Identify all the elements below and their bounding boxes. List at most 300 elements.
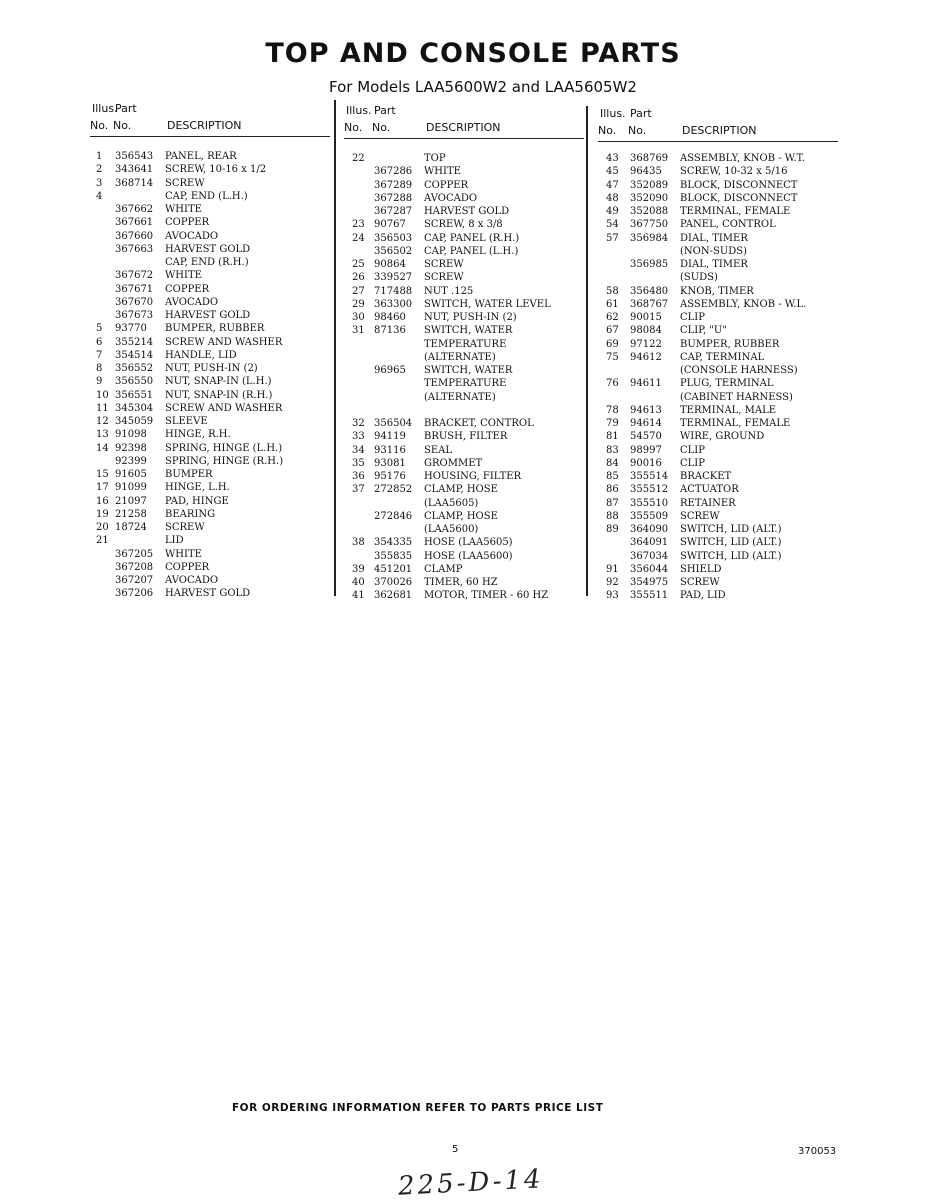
parts-column-1 [90, 102, 330, 601]
illus-number: 5 [96, 323, 103, 335]
table-row [598, 589, 838, 602]
table-row [90, 349, 330, 362]
part-description: PLUG, TERMINAL [680, 378, 774, 390]
table-row [344, 324, 584, 337]
part-description: GROMMET [424, 457, 483, 469]
part-number: 367663 [115, 243, 154, 255]
part-number: 367287 [374, 206, 413, 217]
part-description: CAP, PANEL (L.H.) [424, 245, 519, 257]
part-number: 368714 [115, 177, 154, 189]
part-description: SCREW [424, 272, 464, 284]
part-number: 717488 [374, 285, 413, 297]
part-number: 272846 [374, 510, 413, 522]
illus-number: 11 [96, 402, 109, 414]
part-number: 96965 [374, 365, 406, 376]
part-number: 339527 [374, 272, 413, 284]
table-row [344, 338, 584, 351]
illus-number: 35 [352, 457, 365, 469]
illus-number: 57 [606, 232, 619, 244]
part-number: 367660 [115, 230, 154, 242]
table-row [90, 243, 330, 256]
part-number: 352088 [630, 206, 669, 217]
table-row [598, 550, 838, 563]
part-description: SWITCH, WATER LEVEL [424, 298, 551, 310]
table-row [598, 245, 838, 258]
part-description: CAP, END (L.H.) [165, 190, 248, 202]
illus-number: 79 [606, 418, 619, 429]
part-description: SPRING, HINGE (R.H.) [165, 455, 284, 467]
part-number: 356480 [630, 285, 669, 297]
illus-number: 85 [606, 471, 619, 482]
illus-number: 10 [96, 389, 109, 401]
part-description: BRUSH, FILTER [424, 431, 508, 443]
part-description: PANEL, CONTROL [680, 219, 776, 231]
illus-number: 25 [352, 259, 365, 270]
part-number: 272852 [374, 484, 413, 496]
table-row [90, 375, 330, 388]
table-row [598, 218, 838, 231]
illus-number: 36 [352, 471, 365, 482]
header-rule [598, 141, 838, 142]
part-number: 92399 [115, 455, 147, 467]
part-description: CAP, PANEL (R.H.) [424, 232, 520, 244]
illus-number: 91 [606, 563, 619, 575]
part-number: 355512 [630, 484, 669, 496]
illus-number: 40 [352, 577, 365, 588]
part-number: 356543 [115, 151, 154, 162]
part-number: 356502 [374, 245, 413, 257]
illus-number: 12 [96, 416, 109, 427]
table-row [598, 470, 838, 483]
table-row [90, 190, 330, 203]
illus-number: 20 [96, 522, 109, 533]
illus-number: 26 [352, 272, 365, 284]
table-row [598, 179, 838, 192]
table-row [598, 483, 838, 496]
page-subtitle: For Models LAA5600W2 and LAA5605W2 [329, 78, 637, 96]
part-description: CLIP [680, 312, 705, 323]
document-number: 370053 [798, 1146, 837, 1157]
part-description: HOSE (LAA5600) [424, 550, 513, 562]
column-header [598, 107, 838, 147]
part-description: (LAA5600) [424, 524, 479, 535]
part-description: SWITCH, WATER [424, 365, 513, 376]
table-row [90, 481, 330, 494]
part-description: SHIELD [680, 563, 722, 575]
header-part: Part [374, 104, 396, 117]
part-description: (CABINET HARNESS) [680, 391, 793, 403]
illus-number: 31 [352, 325, 365, 337]
part-number: 93081 [374, 457, 406, 469]
table-row [344, 232, 584, 245]
part-number: 94612 [630, 351, 662, 363]
illus-number: 34 [352, 444, 365, 456]
illus-number: 69 [606, 338, 619, 350]
page-title: TOP AND CONSOLE PARTS [265, 38, 681, 69]
part-number: 21097 [115, 495, 147, 507]
part-description: (CONSOLE HARNESS) [680, 365, 798, 376]
part-description: WHITE [165, 270, 202, 282]
part-number: 94614 [630, 418, 662, 429]
handwritten-note: 225-D-14 [397, 1164, 545, 1202]
part-description: ACTUATOR [680, 484, 739, 496]
table-row [598, 338, 838, 351]
header-description: DESCRIPTION [167, 119, 242, 132]
table-row [90, 402, 330, 415]
part-description: DIAL, TIMER [680, 232, 748, 244]
table-row [344, 271, 584, 284]
part-description: HINGE, L.H. [165, 482, 230, 494]
part-number: 355835 [374, 550, 413, 562]
part-number: 54570 [630, 431, 662, 443]
table-row [344, 205, 584, 218]
table-row [90, 322, 330, 335]
illus-number: 54 [606, 219, 619, 231]
table-row [344, 298, 584, 311]
part-number: 352090 [630, 192, 669, 204]
illus-number: 19 [96, 508, 109, 520]
part-number: 363300 [374, 298, 413, 310]
part-number: 90016 [630, 457, 662, 469]
part-description: WHITE [165, 204, 202, 215]
part-description: CLAMP, HOSE [424, 510, 498, 522]
part-description: PANEL, REAR [165, 151, 237, 162]
table-row [344, 457, 584, 470]
part-description: HANDLE, LID [165, 349, 237, 361]
table-row [344, 536, 584, 549]
part-description: (NON-SUDS) [680, 245, 748, 257]
part-description: HINGE, R.H. [165, 429, 231, 441]
ordering-info-note: FOR ORDERING INFORMATION REFER TO PARTS PRICE LIST [232, 1102, 604, 1114]
table-row [598, 377, 838, 390]
table-row [90, 336, 330, 349]
illus-number: 49 [606, 206, 619, 217]
part-description: BEARING [165, 508, 216, 520]
header-part: Part [630, 107, 652, 120]
parts-column-3 [598, 107, 838, 603]
table-row [598, 298, 838, 311]
part-description: TERMINAL, MALE [680, 404, 777, 416]
table-row [598, 444, 838, 457]
part-description: NUT, SNAP-IN (R.H.) [165, 389, 273, 401]
table-row [598, 364, 838, 377]
illus-number: 2 [96, 164, 103, 176]
part-number: 367661 [115, 217, 154, 229]
part-number: 98460 [374, 312, 406, 323]
part-number: 367673 [115, 310, 154, 321]
part-description: SCREW [165, 177, 205, 189]
table-row [344, 470, 584, 483]
table-row [344, 192, 584, 205]
part-number: 90767 [374, 219, 406, 231]
part-description: SCREW [165, 522, 205, 533]
table-row [344, 218, 584, 231]
illus-number: 83 [606, 444, 619, 456]
table-row [598, 430, 838, 443]
part-description: SWITCH, LID (ALT.) [680, 524, 782, 535]
illus-number: 14 [96, 442, 109, 454]
illus-number: 27 [352, 285, 365, 297]
part-number: 367671 [115, 283, 154, 295]
table-row [598, 285, 838, 298]
table-row [598, 165, 838, 178]
part-description: CAP, END (R.H.) [165, 257, 249, 268]
illus-number: 17 [96, 482, 109, 494]
part-description: HARVEST GOLD [165, 310, 251, 321]
part-number: 97122 [630, 338, 662, 350]
illus-number: 32 [352, 418, 365, 429]
part-description: RETAINER [680, 497, 736, 509]
table-row [598, 536, 838, 549]
illus-number: 41 [352, 590, 365, 602]
table-row [344, 497, 584, 510]
part-description: HARVEST GOLD [165, 588, 251, 600]
table-row [598, 457, 838, 470]
part-number: 367670 [115, 296, 154, 308]
part-number: 370026 [374, 577, 413, 588]
table-row [90, 256, 330, 269]
part-number: 367034 [630, 550, 669, 562]
table-row [90, 428, 330, 441]
part-description: BLOCK, DISCONNECT [680, 179, 798, 191]
part-description: LID [165, 535, 184, 547]
table-row [598, 311, 838, 324]
illus-number: 6 [96, 336, 103, 348]
illus-number: 3 [96, 177, 103, 189]
part-number: 95176 [374, 471, 406, 482]
part-number: 451201 [374, 563, 413, 575]
part-description: SCREW [680, 510, 720, 522]
part-number: 364091 [630, 537, 669, 549]
table-row [598, 324, 838, 337]
illus-number: 76 [606, 378, 619, 390]
part-number: 352089 [630, 179, 669, 191]
table-row [344, 152, 584, 165]
table-row [90, 163, 330, 176]
part-description: WHITE [165, 548, 202, 560]
table-row [90, 309, 330, 322]
part-number: 356550 [115, 376, 154, 388]
part-number: 356552 [115, 363, 154, 374]
illus-number: 47 [606, 179, 619, 191]
part-number: 354335 [374, 537, 413, 549]
table-row [90, 203, 330, 216]
table-row [598, 192, 838, 205]
part-description: PAD, HINGE [165, 495, 229, 507]
part-description: SEAL [424, 444, 453, 456]
table-row [344, 404, 584, 417]
part-number: 94611 [630, 378, 662, 390]
part-description: COPPER [424, 179, 469, 191]
part-description: (ALTERNATE) [424, 391, 496, 403]
table-row [90, 362, 330, 375]
part-description: BUMPER [165, 469, 213, 480]
part-description: BLOCK, DISCONNECT [680, 192, 798, 204]
part-description: CLIP [680, 444, 705, 456]
header-description: DESCRIPTION [426, 121, 501, 134]
part-number: 98084 [630, 325, 662, 337]
table-row [344, 351, 584, 364]
part-description: NUT, PUSH-IN (2) [424, 312, 517, 323]
header-part-no: No. [372, 121, 391, 134]
part-number: 354514 [115, 349, 154, 361]
part-description: CLIP, "U" [680, 325, 727, 337]
table-row [598, 576, 838, 589]
part-description: BUMPER, RUBBER [680, 338, 780, 350]
part-number: 367662 [115, 204, 154, 215]
table-row [90, 495, 330, 508]
table-row [598, 271, 838, 284]
part-number: 21258 [115, 508, 147, 520]
part-description: SCREW, 10-32 x 5/16 [680, 166, 788, 178]
part-number: 367288 [374, 192, 413, 204]
part-description: TOP [424, 153, 446, 164]
table-row [344, 391, 584, 404]
part-description: SWITCH, LID (ALT.) [680, 550, 782, 562]
table-row [344, 523, 584, 536]
part-number: 94613 [630, 404, 662, 416]
part-description: SCREW [424, 259, 464, 270]
part-number: 367205 [115, 548, 154, 560]
table-row [90, 296, 330, 309]
part-description: MOTOR, TIMER - 60 HZ [424, 590, 549, 602]
part-description: NUT, SNAP-IN (L.H.) [165, 376, 272, 388]
part-description: CLIP [680, 457, 705, 469]
column-header [90, 102, 330, 142]
illus-number: 21 [96, 535, 109, 547]
part-number: 367286 [374, 166, 413, 178]
illus-number: 8 [96, 363, 103, 374]
table-row [344, 245, 584, 258]
part-description: AVOCADO [165, 575, 219, 586]
table-row [90, 389, 330, 402]
part-number: 87136 [374, 325, 406, 337]
table-row [344, 179, 584, 192]
header-part: Part [115, 102, 137, 115]
part-number: 356503 [374, 232, 413, 244]
header-part-no: No. [628, 124, 647, 137]
part-description: HOUSING, FILTER [424, 471, 522, 482]
illus-number: 88 [606, 510, 619, 522]
table-row [344, 589, 584, 602]
illus-number: 16 [96, 495, 109, 507]
part-number: 91098 [115, 429, 147, 441]
illus-number: 4 [96, 190, 103, 202]
part-description: HARVEST GOLD [165, 243, 251, 255]
part-description: AVOCADO [165, 296, 219, 308]
part-description: COPPER [165, 561, 210, 573]
illus-number: 33 [352, 431, 365, 443]
page-number: 5 [452, 1144, 459, 1155]
table-row [598, 510, 838, 523]
header-rule [344, 138, 584, 139]
table-row [344, 417, 584, 430]
illus-number: 43 [606, 153, 619, 164]
illus-number: 22 [352, 153, 365, 164]
illus-number: 93 [606, 590, 619, 602]
part-number: 367206 [115, 588, 154, 600]
table-row [90, 269, 330, 282]
part-number: 355510 [630, 497, 669, 509]
part-description: SLEEVE [165, 416, 208, 427]
illus-number: 45 [606, 166, 619, 178]
part-number: 96435 [630, 166, 662, 178]
part-number: 91099 [115, 482, 147, 494]
part-number: 93116 [374, 444, 406, 456]
part-description: WHITE [424, 166, 461, 178]
illus-number: 1 [96, 151, 103, 162]
part-description: DIAL, TIMER [680, 259, 748, 270]
part-number: 91605 [115, 469, 147, 480]
table-row [344, 483, 584, 496]
table-row [598, 563, 838, 576]
table-row [344, 165, 584, 178]
table-row [344, 364, 584, 377]
table-row [90, 455, 330, 468]
table-row [90, 534, 330, 547]
part-description: TEMPERATURE [424, 378, 507, 390]
part-number: 364090 [630, 524, 669, 535]
illus-number: 86 [606, 484, 619, 496]
part-description: SCREW [680, 577, 720, 588]
part-description: NUT .125 [424, 285, 474, 297]
part-description: ASSEMBLY, KNOB - W.T. [680, 153, 805, 164]
part-description: (SUDS) [680, 272, 718, 284]
part-description: WIRE, GROUND [680, 431, 765, 443]
column-header [344, 104, 584, 144]
illus-number: 58 [606, 285, 619, 297]
illus-number: 48 [606, 192, 619, 204]
part-description: SCREW AND WASHER [165, 402, 283, 414]
table-row [90, 442, 330, 455]
part-description: TERMINAL, FEMALE [680, 418, 791, 429]
part-description: (ALTERNATE) [424, 351, 496, 363]
illus-number: 29 [352, 298, 365, 310]
table-row [90, 587, 330, 600]
part-number: 92398 [115, 442, 147, 454]
part-number: 343641 [115, 164, 154, 176]
illus-number: 89 [606, 524, 619, 535]
table-row [598, 523, 838, 536]
part-description: (LAA5605) [424, 497, 479, 509]
part-description: SWITCH, LID (ALT.) [680, 537, 782, 549]
part-description: SCREW, 10-16 x 1/2 [165, 164, 267, 176]
part-description: BUMPER, RUBBER [165, 323, 265, 335]
illus-number: 15 [96, 469, 109, 480]
table-row [90, 230, 330, 243]
part-number: 93770 [115, 323, 147, 335]
table-row [90, 521, 330, 534]
table-row [90, 415, 330, 428]
header-illus: Illus. [346, 104, 372, 117]
part-number: 356044 [630, 563, 669, 575]
part-number: 356551 [115, 389, 154, 401]
illus-number: 9 [96, 376, 103, 388]
illus-number: 23 [352, 219, 365, 231]
part-description: HARVEST GOLD [424, 206, 510, 217]
illus-number: 87 [606, 497, 619, 509]
part-description: SCREW, 8 x 3/8 [424, 219, 503, 231]
part-description: BRACKET [680, 471, 732, 482]
header-rule [90, 136, 330, 137]
table-row [90, 508, 330, 521]
table-row [344, 550, 584, 563]
table-row [90, 574, 330, 587]
part-description: ASSEMBLY, KNOB - W.L. [680, 298, 807, 310]
header-illus-no: No. [598, 124, 617, 137]
table-row [344, 285, 584, 298]
table-row [344, 510, 584, 523]
